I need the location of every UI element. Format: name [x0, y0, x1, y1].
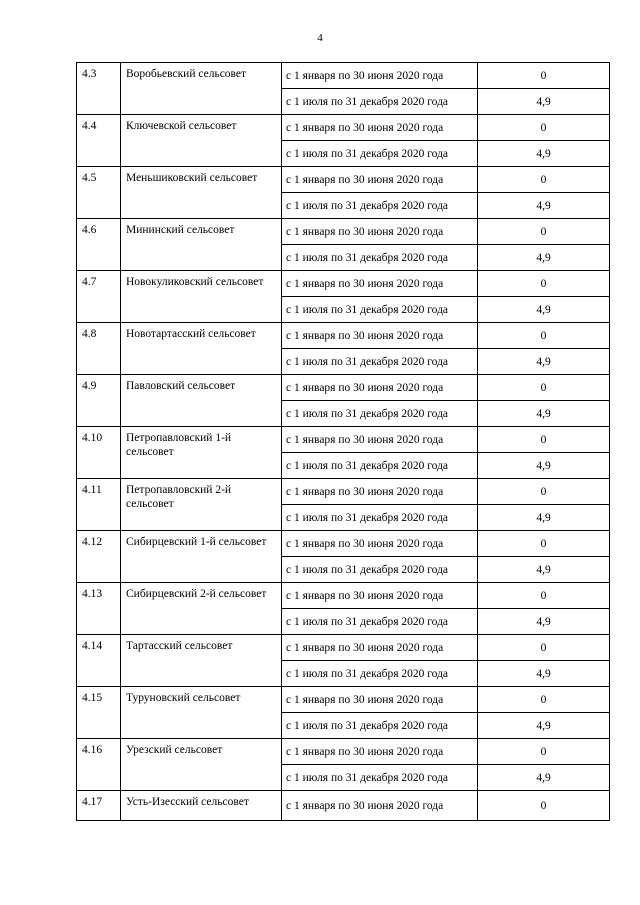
period-cell: с 1 июля по 31 декабря 2020 года: [282, 297, 478, 323]
settlement-name: Павловский сельсовет: [121, 375, 282, 427]
row-number: 4.7: [77, 271, 121, 323]
value-cell: 4,9: [478, 557, 610, 583]
row-number: 4.13: [77, 583, 121, 635]
row-number: 4.6: [77, 219, 121, 271]
settlement-name: Воробьевский сельсовет: [121, 63, 282, 115]
value-cell: 0: [478, 115, 610, 141]
settlement-name: Тартасский сельсовет: [121, 635, 282, 687]
value-cell: 0: [478, 63, 610, 89]
table-row: [77, 167, 610, 193]
period-cell: с 1 июля по 31 декабря 2020 года: [282, 453, 478, 479]
settlement-name: Петропавловский 2-й сельсовет: [121, 479, 282, 531]
period-cell: с 1 июля по 31 декабря 2020 года: [282, 505, 478, 531]
period-cell: с 1 июля по 31 декабря 2020 года: [282, 349, 478, 375]
value-cell: 0: [478, 687, 610, 713]
period-cell: с 1 января по 30 июня 2020 года: [282, 479, 478, 505]
page-number: 4: [317, 32, 323, 44]
row-number: 4.11: [77, 479, 121, 531]
tariff-table: [76, 62, 610, 821]
period-cell: с 1 июля по 31 декабря 2020 года: [282, 765, 478, 791]
value-cell: 0: [478, 271, 610, 297]
value-cell: 4,9: [478, 349, 610, 375]
row-number: 4.3: [77, 63, 121, 115]
settlement-name: Петропавловский 1-й сельсовет: [121, 427, 282, 479]
period-cell: с 1 января по 30 июня 2020 года: [282, 375, 478, 401]
table-row: [77, 791, 610, 821]
period-cell: с 1 июля по 31 декабря 2020 года: [282, 89, 478, 115]
table-row: [77, 531, 610, 557]
value-cell: 0: [478, 323, 610, 349]
settlement-name: Туруновский сельсовет: [121, 687, 282, 739]
period-cell: с 1 января по 30 июня 2020 года: [282, 791, 478, 821]
row-number: 4.10: [77, 427, 121, 479]
value-cell: 0: [478, 375, 610, 401]
row-number: 4.5: [77, 167, 121, 219]
value-cell: 4,9: [478, 141, 610, 167]
row-number: 4.9: [77, 375, 121, 427]
settlement-name: Меньшиковский сельсовет: [121, 167, 282, 219]
value-cell: 0: [478, 583, 610, 609]
period-cell: с 1 января по 30 июня 2020 года: [282, 323, 478, 349]
value-cell: 4,9: [478, 193, 610, 219]
table-row: [77, 323, 610, 349]
table-row: [77, 219, 610, 245]
table-row: [77, 583, 610, 609]
value-cell: 4,9: [478, 713, 610, 739]
table-row: [77, 635, 610, 661]
settlement-name: Урезский сельсовет: [121, 739, 282, 791]
period-cell: с 1 января по 30 июня 2020 года: [282, 167, 478, 193]
value-cell: 0: [478, 479, 610, 505]
settlement-name: Сибирцевский 2-й сельсовет: [121, 583, 282, 635]
period-cell: с 1 июля по 31 декабря 2020 года: [282, 609, 478, 635]
table-row: [77, 115, 610, 141]
period-cell: с 1 июля по 31 декабря 2020 года: [282, 713, 478, 739]
value-cell: 4,9: [478, 89, 610, 115]
period-cell: с 1 июля по 31 декабря 2020 года: [282, 245, 478, 271]
row-number: 4.12: [77, 531, 121, 583]
tariff-table-body: [77, 63, 610, 821]
value-cell: 4,9: [478, 661, 610, 687]
value-cell: 0: [478, 219, 610, 245]
period-cell: с 1 января по 30 июня 2020 года: [282, 687, 478, 713]
period-cell: с 1 января по 30 июня 2020 года: [282, 219, 478, 245]
period-cell: с 1 января по 30 июня 2020 года: [282, 115, 478, 141]
period-cell: с 1 июля по 31 декабря 2020 года: [282, 141, 478, 167]
period-cell: с 1 июля по 31 декабря 2020 года: [282, 557, 478, 583]
period-cell: с 1 июля по 31 декабря 2020 года: [282, 401, 478, 427]
row-number: 4.15: [77, 687, 121, 739]
table-row: [77, 739, 610, 765]
table-row: [77, 479, 610, 505]
value-cell: 0: [478, 427, 610, 453]
value-cell: 0: [478, 791, 610, 821]
value-cell: 4,9: [478, 297, 610, 323]
table-row: [77, 375, 610, 401]
value-cell: 4,9: [478, 453, 610, 479]
period-cell: с 1 января по 30 июня 2020 года: [282, 583, 478, 609]
value-cell: 0: [478, 531, 610, 557]
settlement-name: Новотартасский сельсовет: [121, 323, 282, 375]
value-cell: 4,9: [478, 505, 610, 531]
period-cell: с 1 июля по 31 декабря 2020 года: [282, 661, 478, 687]
table-row: [77, 271, 610, 297]
value-cell: 4,9: [478, 609, 610, 635]
period-cell: с 1 января по 30 июня 2020 года: [282, 271, 478, 297]
row-number: 4.17: [77, 791, 121, 821]
value-cell: 4,9: [478, 401, 610, 427]
settlement-name: Сибирцевский 1-й сельсовет: [121, 531, 282, 583]
row-number: 4.4: [77, 115, 121, 167]
table-row: [77, 687, 610, 713]
period-cell: с 1 января по 30 июня 2020 года: [282, 63, 478, 89]
value-cell: 4,9: [478, 245, 610, 271]
period-cell: с 1 января по 30 июня 2020 года: [282, 635, 478, 661]
settlement-name: Ключевской сельсовет: [121, 115, 282, 167]
value-cell: 0: [478, 635, 610, 661]
row-number: 4.16: [77, 739, 121, 791]
table-row: [77, 427, 610, 453]
settlement-name: Усть-Изесский сельсовет: [121, 791, 282, 821]
row-number: 4.14: [77, 635, 121, 687]
period-cell: с 1 января по 30 июня 2020 года: [282, 531, 478, 557]
value-cell: 0: [478, 167, 610, 193]
settlement-name: Новокуликовский сельсовет: [121, 271, 282, 323]
value-cell: 4,9: [478, 765, 610, 791]
row-number: 4.8: [77, 323, 121, 375]
period-cell: с 1 июля по 31 декабря 2020 года: [282, 193, 478, 219]
value-cell: 0: [478, 739, 610, 765]
settlement-name: Мининский сельсовет: [121, 219, 282, 271]
period-cell: с 1 января по 30 июня 2020 года: [282, 739, 478, 765]
period-cell: с 1 января по 30 июня 2020 года: [282, 427, 478, 453]
table-row: [77, 63, 610, 89]
